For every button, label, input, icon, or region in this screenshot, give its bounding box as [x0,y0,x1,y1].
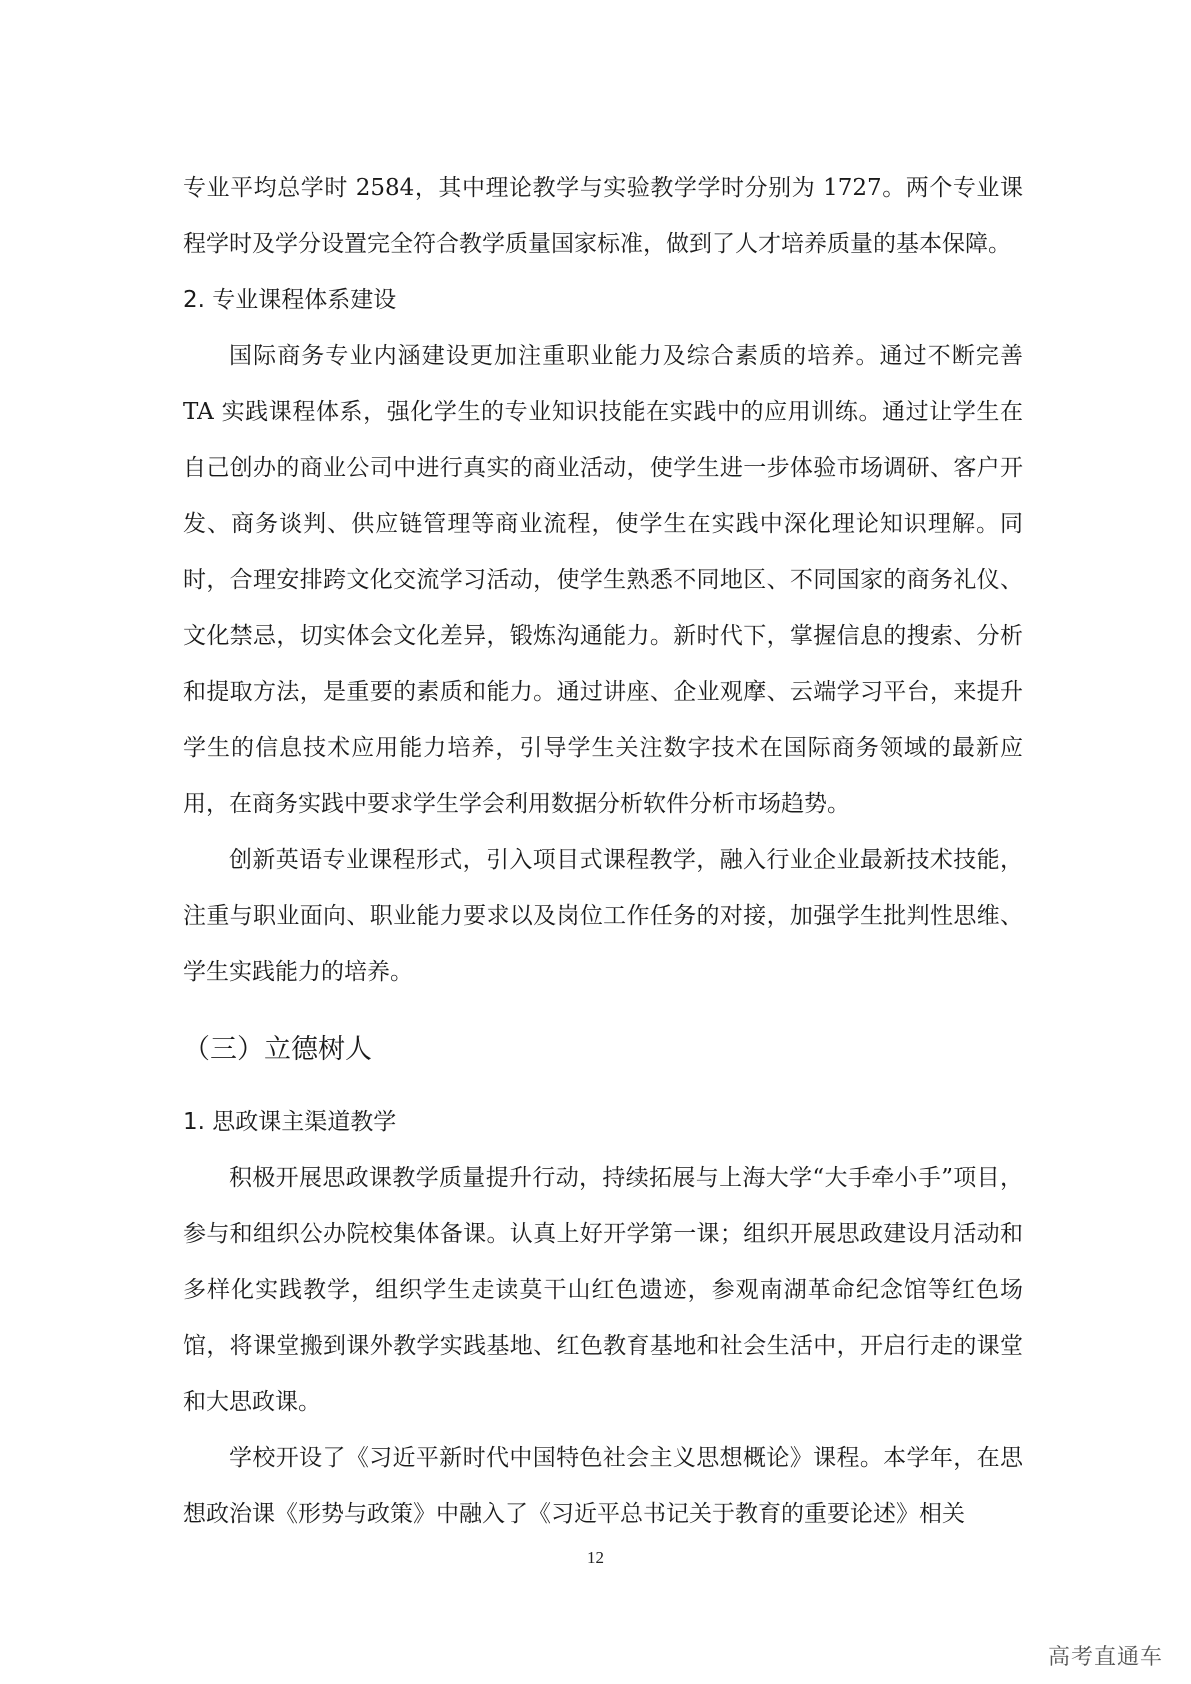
page-number: 12 [587,1548,604,1567]
paragraph-ideological-teaching: 积极开展思政课教学质量提升行动，持续拓展与上海大学“大手牵小手”项目，参与和组织公办院校集体备课。认真上好开学第一课；组织开展思政建设月活动和多样化实践教学，组织学生走读莫干山红色遗迹，参观南湖革命纪念馆等红色场馆，将课堂搬到课外教学实践基地、红色教育基地和社会生活中，开启行走的课堂和大思政课。 [183,1165,1023,1415]
paragraph-english-major: 创新英语专业课程形式，引入项目式课程教学，融入行业企业最新技术技能，注重与职业面向、职业能力要求以及岗位工作任务的对接，加强学生批判性思维、学生实践能力的培养。 [183,847,1023,985]
section-heading-moral-education: （三）立德树人 [183,1034,372,1065]
heading-curriculum-system: 2. 专业课程体系建设 [183,287,397,313]
paragraph-international-business: 国际商务专业内涵建设更加注重职业能力及综合素质的培养。通过不断完善 TA 实践课程体系，强化学生的专业知识技能在实践中的应用训练。通过让学生在自己创办的商业公司中进行真实的商业活动，使学生进一步体验市场调研、客户开发、商务谈判、供应链管理等商业流程，使学生在实践中深化理论知识理解。同时，合理安排跨文化交流学习活动，使学生熟悉不同地区、不同国家的商务礼仪、文化禁忌，切实体会文化差异，锻炼沟通能力。新时代下，掌握信息的搜索、分析和提取方法，是重要的素质和能力。通过讲座、企业观摩、云端学习平台，来提升学生的信息技术应用能力培养，引导学生关注数字技术在国际商务领域的最新应用，在商务实践中要求学生学会利用数据分析软件分析市场趋势。 [183,343,1023,817]
watermark-label: 高考直通车 [1047,1645,1163,1670]
heading-ideological-course: 1. 思政课主渠道教学 [183,1109,397,1135]
paragraph-credit-hours: 专业平均总学时 2584，其中理论教学与实验教学学时分别为 1727。两个专业课程学时及学分设置完全符合教学质量国家标准，做到了人才培养质量的基本保障。 [183,175,1023,257]
page-body [183,160,1023,1542]
paragraph-xi-thought-course: 学校开设了《习近平新时代中国特色社会主义思想概论》课程。本学年，在思想政治课《形势与政策》中融入了《习近平总书记关于教育的重要论述》相关 [183,1445,1023,1527]
